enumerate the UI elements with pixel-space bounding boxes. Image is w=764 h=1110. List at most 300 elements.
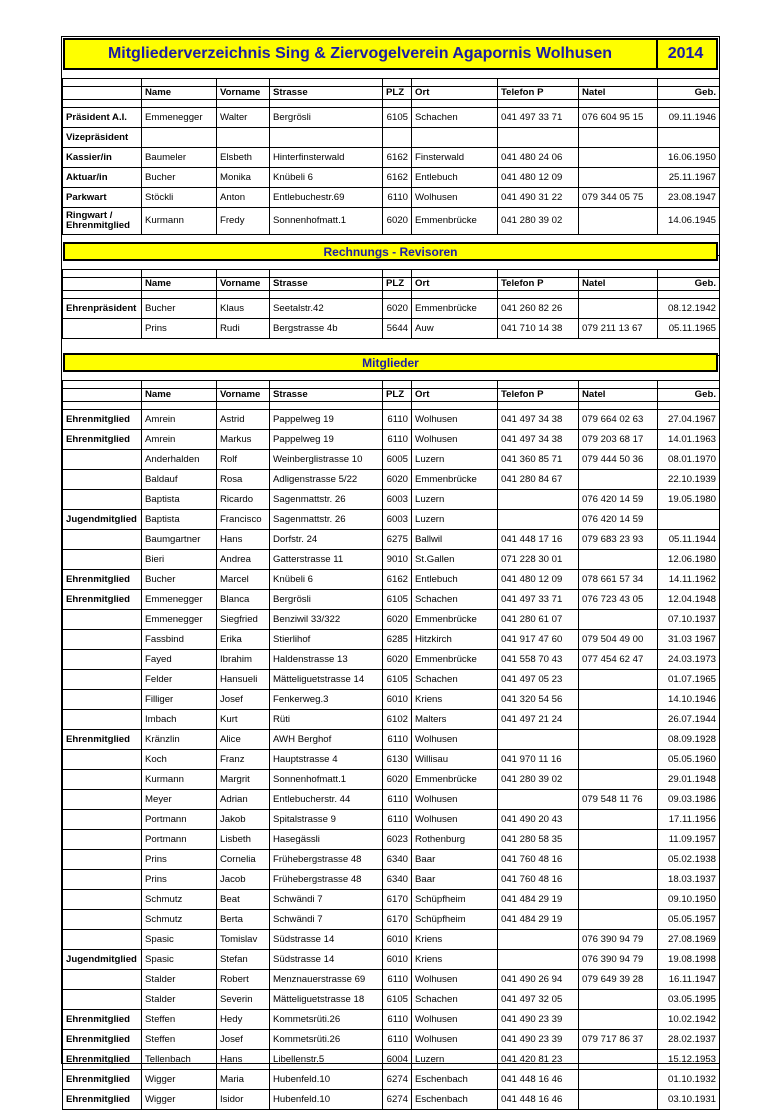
vorname-cell: Rosa	[217, 470, 270, 490]
members-banner	[63, 353, 718, 372]
column-header: Natel	[579, 87, 658, 100]
role-cell	[63, 890, 142, 910]
natel-cell	[579, 148, 658, 168]
strasse-cell: Knübeli 6	[270, 570, 383, 590]
ort-cell: Schüpfheim	[412, 910, 498, 930]
strasse-cell: Schwändi 7	[270, 910, 383, 930]
strasse-cell: Spitalstrasse 9	[270, 810, 383, 830]
vorname-cell: Kurt	[217, 710, 270, 730]
column-header-row	[63, 278, 720, 291]
strasse-cell: Weinberglistrasse 10	[270, 450, 383, 470]
plz-cell: 6023	[383, 830, 412, 850]
telefon-cell: 041 480 12 09	[498, 570, 579, 590]
plz-cell: 6105	[383, 670, 412, 690]
ort-cell: Hitzkirch	[412, 630, 498, 650]
plz-cell: 6020	[383, 299, 412, 319]
vorname-cell: Severin	[217, 990, 270, 1010]
ort-cell: Eschenbach	[412, 1070, 498, 1090]
telefon-cell	[498, 950, 579, 970]
role-cell	[63, 490, 142, 510]
table-row	[63, 510, 720, 530]
natel-cell	[579, 810, 658, 830]
geb-cell: 14.11.1962	[658, 570, 720, 590]
column-header: Geb.	[658, 389, 720, 402]
ort-cell: Kriens	[412, 930, 498, 950]
column-header: Strasse	[270, 87, 383, 100]
name-cell: Prins	[142, 319, 217, 339]
geb-cell: 25.11.1967	[658, 168, 720, 188]
table-row	[63, 950, 720, 970]
column-header: Strasse	[270, 389, 383, 402]
column-header: Geb.	[658, 87, 720, 100]
ort-cell: Baar	[412, 870, 498, 890]
table-row	[63, 710, 720, 730]
natel-cell: 079 548 11 76	[579, 790, 658, 810]
strasse-cell: Hinterfinsterwald	[270, 148, 383, 168]
table-row	[63, 208, 720, 235]
geb-cell: 08.09.1928	[658, 730, 720, 750]
telefon-cell: 041 760 48 16	[498, 850, 579, 870]
role-cell	[63, 970, 142, 990]
plz-cell: 6020	[383, 610, 412, 630]
geb-cell: 15.12.1953	[658, 1050, 720, 1070]
role-cell: Ehrenmitglied	[63, 590, 142, 610]
role-cell: Ehrenpräsident	[63, 299, 142, 319]
strasse-cell: Mätteliguetstrasse 18	[270, 990, 383, 1010]
role-cell	[63, 810, 142, 830]
plz-cell: 6110	[383, 810, 412, 830]
title-banner	[63, 38, 718, 70]
auditors-table	[62, 269, 720, 356]
geb-cell: 27.08.1969	[658, 930, 720, 950]
ort-cell: Schachen	[412, 990, 498, 1010]
role-cell: Ehrenmitglied	[63, 1090, 142, 1110]
name-cell: Baumgartner	[142, 530, 217, 550]
vorname-cell: Hedy	[217, 1010, 270, 1030]
natel-cell	[579, 990, 658, 1010]
geb-cell: 07.10.1937	[658, 610, 720, 630]
natel-cell	[579, 1090, 658, 1110]
name-cell: Stalder	[142, 990, 217, 1010]
telefon-cell: 041 497 34 38	[498, 430, 579, 450]
natel-cell: 076 390 94 79	[579, 930, 658, 950]
vorname-cell: Tomislav	[217, 930, 270, 950]
vorname-cell: Walter	[217, 108, 270, 128]
table-row	[63, 830, 720, 850]
geb-cell: 08.12.1942	[658, 299, 720, 319]
role-cell: Ehrenmitglied	[63, 430, 142, 450]
telefon-cell	[498, 510, 579, 530]
role-cell: Parkwart	[63, 188, 142, 208]
vorname-cell: Ibrahim	[217, 650, 270, 670]
strasse-cell: Bergrösli	[270, 590, 383, 610]
geb-cell: 05.11.1965	[658, 319, 720, 339]
name-cell: Kurmann	[142, 770, 217, 790]
strasse-cell: Libellenstr.5	[270, 1050, 383, 1070]
natel-cell	[579, 1010, 658, 1030]
vorname-cell: Anton	[217, 188, 270, 208]
plz-cell: 6170	[383, 910, 412, 930]
column-header: Ort	[412, 389, 498, 402]
geb-cell: 05.05.1960	[658, 750, 720, 770]
vorname-cell: Josef	[217, 1030, 270, 1050]
role-cell	[63, 750, 142, 770]
column-header: Name	[142, 278, 217, 291]
column-header: Name	[142, 87, 217, 100]
strasse-cell: AWH Berghof	[270, 730, 383, 750]
table-row	[63, 670, 720, 690]
natel-cell	[579, 910, 658, 930]
ort-cell: Wolhusen	[412, 188, 498, 208]
name-cell: Stöckli	[142, 188, 217, 208]
ort-cell: Emmenbrücke	[412, 770, 498, 790]
ort-cell: Wolhusen	[412, 1010, 498, 1030]
vorname-cell: Franz	[217, 750, 270, 770]
role-cell: Ehrenmitglied	[63, 570, 142, 590]
role-cell: Ehrenmitglied	[63, 1050, 142, 1070]
column-header: Telefon P	[498, 278, 579, 291]
natel-cell	[579, 850, 658, 870]
plz-cell: 6010	[383, 690, 412, 710]
role-cell: Ringwart / Ehrenmitglied	[63, 208, 142, 235]
vorname-cell: Markus	[217, 430, 270, 450]
telefon-cell: 041 490 26 94	[498, 970, 579, 990]
strasse-cell: Bergrösli	[270, 108, 383, 128]
table-row	[63, 1010, 720, 1030]
plz-cell	[383, 128, 412, 148]
natel-cell	[579, 830, 658, 850]
ort-cell: Wolhusen	[412, 970, 498, 990]
table-row	[63, 319, 720, 339]
member-directory-page	[61, 36, 720, 1105]
table-row	[63, 299, 720, 319]
role-cell	[63, 630, 142, 650]
name-cell: Anderhalden	[142, 450, 217, 470]
vorname-cell: Siegfried	[217, 610, 270, 630]
telefon-cell: 041 970 11 16	[498, 750, 579, 770]
geb-cell: 27.04.1967	[658, 410, 720, 430]
column-header: Ort	[412, 87, 498, 100]
geb-cell: 22.10.1939	[658, 470, 720, 490]
ort-cell: Wolhusen	[412, 410, 498, 430]
telefon-cell: 071 228 30 01	[498, 550, 579, 570]
plz-cell: 6162	[383, 168, 412, 188]
column-header: Natel	[579, 278, 658, 291]
role-cell	[63, 450, 142, 470]
natel-cell: 079 344 05 75	[579, 188, 658, 208]
column-header: Vorname	[217, 278, 270, 291]
plz-cell: 6020	[383, 650, 412, 670]
geb-cell: 24.03.1973	[658, 650, 720, 670]
strasse-cell: Sagenmattstr. 26	[270, 510, 383, 530]
ort-cell: Rothenburg	[412, 830, 498, 850]
telefon-cell	[498, 490, 579, 510]
role-cell	[63, 830, 142, 850]
members-title: Mitglieder	[362, 355, 419, 370]
telefon-cell	[498, 128, 579, 148]
plz-cell: 6010	[383, 930, 412, 950]
geb-cell: 16.11.1947	[658, 970, 720, 990]
column-header-row	[63, 87, 720, 100]
telefon-cell: 041 280 39 02	[498, 770, 579, 790]
strasse-cell: Kommetsrüti.26	[270, 1030, 383, 1050]
ort-cell: Emmenbrücke	[412, 470, 498, 490]
ort-cell	[412, 128, 498, 148]
table-row	[63, 790, 720, 810]
strasse-cell: Mätteliguetstrasse 14	[270, 670, 383, 690]
telefon-cell: 041 484 29 19	[498, 910, 579, 930]
ort-cell: Willisau	[412, 750, 498, 770]
geb-cell: 28.02.1937	[658, 1030, 720, 1050]
table-row	[63, 650, 720, 670]
vorname-cell: Margrit	[217, 770, 270, 790]
name-cell: Kurmann	[142, 208, 217, 235]
board-table	[62, 78, 720, 256]
column-header: Ort	[412, 278, 498, 291]
ort-cell: Luzern	[412, 510, 498, 530]
geb-cell: 10.02.1942	[658, 1010, 720, 1030]
name-cell: Portmann	[142, 810, 217, 830]
vorname-cell: Blanca	[217, 590, 270, 610]
strasse-cell: Südstrasse 14	[270, 930, 383, 950]
name-cell: Steffen	[142, 1030, 217, 1050]
natel-cell	[579, 730, 658, 750]
strasse-cell: Entlebucherstr. 44	[270, 790, 383, 810]
ort-cell: Entlebuch	[412, 570, 498, 590]
telefon-cell: 041 280 58 35	[498, 830, 579, 850]
ort-cell: Wolhusen	[412, 430, 498, 450]
vorname-cell: Berta	[217, 910, 270, 930]
table-row	[63, 410, 720, 430]
role-cell: Kassier/in	[63, 148, 142, 168]
telefon-cell: 041 448 16 46	[498, 1090, 579, 1110]
natel-cell	[579, 299, 658, 319]
table-row	[63, 470, 720, 490]
table-row	[63, 570, 720, 590]
plz-cell: 6004	[383, 1050, 412, 1070]
table-row	[63, 870, 720, 890]
role-cell: Vizepräsident	[63, 128, 142, 148]
ort-cell: Schachen	[412, 590, 498, 610]
telefon-cell: 041 497 34 38	[498, 410, 579, 430]
table-row	[63, 108, 720, 128]
table-row	[63, 810, 720, 830]
table-row	[63, 1090, 720, 1110]
table-row	[63, 148, 720, 168]
document-year: 2014	[667, 45, 704, 62]
strasse-cell: Schwändi 7	[270, 890, 383, 910]
geb-cell	[658, 510, 720, 530]
telefon-cell: 041 497 21 24	[498, 710, 579, 730]
table-row	[63, 590, 720, 610]
geb-cell: 09.11.1946	[658, 108, 720, 128]
auditors-banner	[63, 242, 718, 261]
role-cell	[63, 870, 142, 890]
plz-cell: 6105	[383, 590, 412, 610]
name-cell	[142, 128, 217, 148]
telefon-cell: 041 490 23 39	[498, 1010, 579, 1030]
ort-cell: Entlebuch	[412, 168, 498, 188]
natel-cell: 076 390 94 79	[579, 950, 658, 970]
name-cell: Fayed	[142, 650, 217, 670]
name-cell: Fassbind	[142, 630, 217, 650]
natel-cell: 079 203 68 17	[579, 430, 658, 450]
plz-cell: 6020	[383, 208, 412, 235]
table-row	[63, 1050, 720, 1070]
natel-cell	[579, 890, 658, 910]
telefon-cell: 041 710 14 38	[498, 319, 579, 339]
vorname-cell: Jacob	[217, 870, 270, 890]
vorname-cell: Hans	[217, 530, 270, 550]
strasse-cell: Hubenfeld.10	[270, 1090, 383, 1110]
geb-cell: 03.10.1931	[658, 1090, 720, 1110]
natel-cell	[579, 690, 658, 710]
telefon-cell: 041 448 16 46	[498, 1070, 579, 1090]
plz-cell: 6110	[383, 188, 412, 208]
plz-cell: 6340	[383, 870, 412, 890]
natel-cell	[579, 550, 658, 570]
strasse-cell: Frühebergstrasse 48	[270, 870, 383, 890]
telefon-cell: 041 280 39 02	[498, 208, 579, 235]
ort-cell: Eschenbach	[412, 1090, 498, 1110]
members-table	[62, 380, 720, 1110]
name-cell: Schmutz	[142, 890, 217, 910]
natel-cell: 076 723 43 05	[579, 590, 658, 610]
geb-cell: 05.05.1957	[658, 910, 720, 930]
vorname-cell: Elsbeth	[217, 148, 270, 168]
vorname-cell: Hans	[217, 1050, 270, 1070]
name-cell: Felder	[142, 670, 217, 690]
role-cell: Jugendmitglied	[63, 510, 142, 530]
name-cell: Emmenegger	[142, 610, 217, 630]
telefon-cell: 041 497 05 23	[498, 670, 579, 690]
plz-cell: 6110	[383, 730, 412, 750]
geb-cell: 29.01.1948	[658, 770, 720, 790]
column-header: PLZ	[383, 87, 412, 100]
telefon-cell: 041 760 48 16	[498, 870, 579, 890]
strasse-cell: Benziwil 33/322	[270, 610, 383, 630]
auditors-title: Rechnungs - Revisoren	[323, 244, 458, 259]
plz-cell: 6003	[383, 510, 412, 530]
strasse-cell: Fenkerweg.3	[270, 690, 383, 710]
role-cell: Ehrenmitglied	[63, 1070, 142, 1090]
column-header: PLZ	[383, 389, 412, 402]
table-row	[63, 770, 720, 790]
name-cell: Emmenegger	[142, 108, 217, 128]
plz-cell: 6162	[383, 148, 412, 168]
table-row	[63, 450, 720, 470]
telefon-cell: 041 448 17 16	[498, 530, 579, 550]
vorname-cell: Ricardo	[217, 490, 270, 510]
natel-cell	[579, 770, 658, 790]
ort-cell: Luzern	[412, 1050, 498, 1070]
geb-cell: 23.08.1947	[658, 188, 720, 208]
vorname-cell: Beat	[217, 890, 270, 910]
telefon-cell: 041 480 12 09	[498, 168, 579, 188]
strasse-cell: Rüti	[270, 710, 383, 730]
table-row	[63, 750, 720, 770]
vorname-cell: Marcel	[217, 570, 270, 590]
ort-cell: Finsterwald	[412, 148, 498, 168]
vorname-cell: Maria	[217, 1070, 270, 1090]
natel-cell: 076 420 14 59	[579, 490, 658, 510]
plz-cell: 6130	[383, 750, 412, 770]
geb-cell: 14.06.1945	[658, 208, 720, 235]
name-cell: Emmenegger	[142, 590, 217, 610]
telefon-cell: 041 260 82 26	[498, 299, 579, 319]
name-cell: Bucher	[142, 168, 217, 188]
geb-cell: 17.11.1956	[658, 810, 720, 830]
telefon-cell: 041 420 81 23	[498, 1050, 579, 1070]
role-cell	[63, 530, 142, 550]
name-cell: Wigger	[142, 1070, 217, 1090]
role-cell	[63, 470, 142, 490]
name-cell: Prins	[142, 850, 217, 870]
natel-cell: 079 211 13 67	[579, 319, 658, 339]
name-cell: Bucher	[142, 570, 217, 590]
name-cell: Schmutz	[142, 910, 217, 930]
telefon-cell	[498, 790, 579, 810]
vorname-cell: Hansueli	[217, 670, 270, 690]
strasse-cell: Pappelweg 19	[270, 410, 383, 430]
name-cell: Portmann	[142, 830, 217, 850]
vorname-cell: Monika	[217, 168, 270, 188]
natel-cell	[579, 710, 658, 730]
natel-cell: 079 444 50 36	[579, 450, 658, 470]
role-cell	[63, 670, 142, 690]
geb-cell: 01.07.1965	[658, 670, 720, 690]
plz-cell: 6010	[383, 950, 412, 970]
strasse-cell	[270, 128, 383, 148]
name-cell: Wigger	[142, 1090, 217, 1110]
name-cell: Stalder	[142, 970, 217, 990]
natel-cell	[579, 208, 658, 235]
geb-cell: 14.10.1946	[658, 690, 720, 710]
natel-cell: 076 604 95 15	[579, 108, 658, 128]
natel-cell: 079 717 86 37	[579, 1030, 658, 1050]
table-row	[63, 910, 720, 930]
role-cell: Präsident A.I.	[63, 108, 142, 128]
role-cell: Jugendmitglied	[63, 950, 142, 970]
plz-cell: 6162	[383, 570, 412, 590]
table-row	[63, 168, 720, 188]
vorname-cell: Jakob	[217, 810, 270, 830]
telefon-cell: 041 497 32 05	[498, 990, 579, 1010]
table-row	[63, 930, 720, 950]
plz-cell: 6110	[383, 1030, 412, 1050]
table-row	[63, 550, 720, 570]
document-title: Mitgliederverzeichnis Sing & Ziervogelverein Agapornis Wolhusen	[64, 39, 658, 69]
table-row	[63, 430, 720, 450]
ort-cell: Emmenbrücke	[412, 610, 498, 630]
name-cell: Prins	[142, 870, 217, 890]
table-row	[63, 188, 720, 208]
natel-cell: 077 454 62 47	[579, 650, 658, 670]
natel-cell: 079 649 39 28	[579, 970, 658, 990]
vorname-cell: Stefan	[217, 950, 270, 970]
telefon-cell	[498, 930, 579, 950]
name-cell: Imbach	[142, 710, 217, 730]
table-row	[63, 128, 720, 148]
ort-cell: Wolhusen	[412, 1030, 498, 1050]
vorname-cell: Andrea	[217, 550, 270, 570]
name-cell: Koch	[142, 750, 217, 770]
geb-cell: 01.10.1932	[658, 1070, 720, 1090]
table-row	[63, 490, 720, 510]
name-cell: Amrein	[142, 410, 217, 430]
natel-cell	[579, 470, 658, 490]
vorname-cell: Lisbeth	[217, 830, 270, 850]
